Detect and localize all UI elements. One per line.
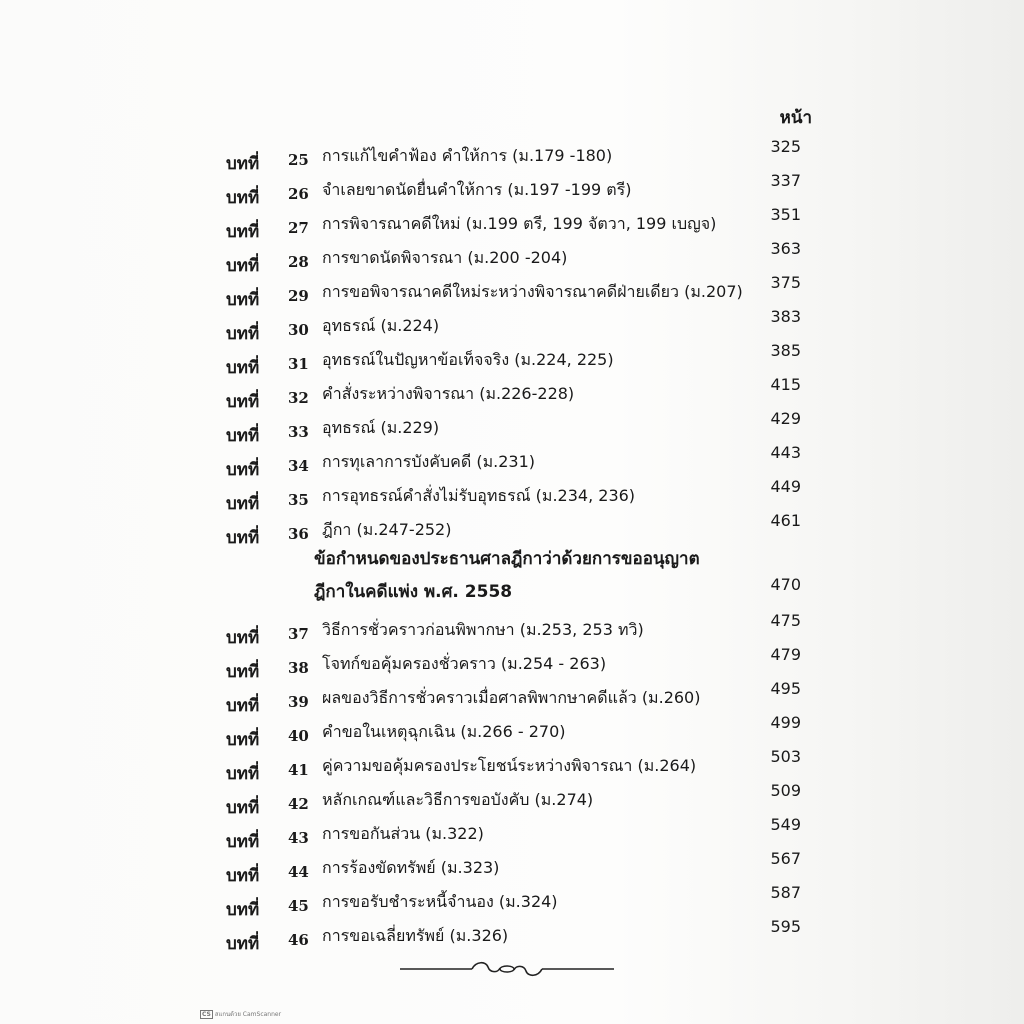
toc-entry (0, 713, 1024, 750)
chapter-number: 42 (288, 795, 309, 813)
toc-entry (0, 917, 1024, 954)
chapter-number: 38 (288, 659, 309, 677)
toc-entry (0, 273, 1024, 310)
toc-entry (0, 645, 1024, 682)
chapter-title: อุทธรณ์ (ม.229) (322, 418, 440, 437)
scanner-text: สแกนด้วย CamScanner (214, 1011, 282, 1018)
scanner-watermark (200, 1009, 281, 1019)
chapter-title: การทุเลาการบังคับคดี (ม.231) (322, 452, 535, 471)
chapter-number: 35 (288, 491, 309, 509)
chapter-number: 45 (288, 897, 309, 915)
chapter-page-number: 595 (770, 917, 801, 936)
chapter-label: บทที่ (226, 528, 260, 548)
chapter-title: คำสั่งระหว่างพิจารณา (ม.226-228) (322, 384, 575, 403)
chapter-page-number: 503 (770, 747, 801, 766)
toc-entry (0, 747, 1024, 784)
chapter-title: ฎีกา (ม.247-252) (322, 520, 452, 539)
toc-entry (0, 137, 1024, 174)
chapter-label: บทที่ (226, 866, 260, 886)
toc-entry (0, 815, 1024, 852)
chapter-page-number: 567 (770, 849, 801, 868)
chapter-label: บทที่ (226, 188, 260, 208)
chapter-label: บทที่ (226, 154, 260, 174)
section-heading-line-2: ฎีกาในคดีแพ่ง พ.ศ. 2558 (314, 582, 513, 602)
toc-section-heading (0, 545, 1024, 611)
chapter-page-number: 479 (770, 645, 801, 664)
chapter-label: บทที่ (226, 494, 260, 514)
chapter-label: บทที่ (226, 358, 260, 378)
chapter-number: 46 (288, 931, 309, 949)
chapter-number: 34 (288, 457, 309, 475)
chapter-number: 39 (288, 693, 309, 711)
chapter-number: 33 (288, 423, 309, 441)
chapter-page-number: 383 (770, 307, 801, 326)
chapter-label: บทที่ (226, 222, 260, 242)
toc-entry (0, 611, 1024, 648)
toc-entry (0, 443, 1024, 480)
chapter-page-number: 429 (770, 409, 801, 428)
chapter-title: จำเลยขาดนัดยื่นคำให้การ (ม.197 -199 ตรี) (322, 180, 632, 199)
toc-list-part-2 (0, 611, 1024, 954)
chapter-page-number: 587 (770, 883, 801, 902)
chapter-number: 41 (288, 761, 309, 779)
section-page-number: 470 (770, 575, 801, 594)
chapter-number: 29 (288, 287, 309, 305)
chapter-label: บทที่ (226, 696, 260, 716)
toc-entry (0, 883, 1024, 920)
scanner-badge: CS (202, 1011, 211, 1018)
chapter-title: การขอพิจารณาคดีใหม่ระหว่างพิจารณาคดีฝ่ายเดียว (ม.207) (322, 282, 743, 301)
chapter-label: บทที่ (226, 730, 260, 750)
chapter-page-number: 375 (770, 273, 801, 292)
chapter-title: การพิจารณาคดีใหม่ (ม.199 ตรี, 199 จัตวา, 199 เบญจ) (322, 214, 717, 233)
chapter-page-number: 495 (770, 679, 801, 698)
chapter-label: บทที่ (226, 290, 260, 310)
chapter-title: คำขอในเหตุฉุกเฉิน (ม.266 - 270) (322, 722, 566, 741)
chapter-page-number: 363 (770, 239, 801, 258)
chapter-label: บทที่ (226, 662, 260, 682)
chapter-number: 31 (288, 355, 309, 373)
chapter-number: 32 (288, 389, 309, 407)
chapter-page-number: 461 (770, 511, 801, 530)
chapter-label: บทที่ (226, 900, 260, 920)
chapter-number: 40 (288, 727, 309, 745)
chapter-number: 37 (288, 625, 309, 643)
chapter-number: 27 (288, 219, 309, 237)
chapter-title: อุทธรณ์ (ม.224) (322, 316, 440, 335)
chapter-title: วิธีการชั่วคราวก่อนพิพากษา (ม.253, 253 ทวิ) (322, 620, 644, 639)
chapter-title: ผลของวิธีการชั่วคราวเมื่อศาลพิพากษาคดีแล้ว (ม.260) (322, 688, 701, 707)
chapter-page-number: 549 (770, 815, 801, 834)
chapter-label: บทที่ (226, 798, 260, 818)
chapter-title: การอุทธรณ์คำสั่งไม่รับอุทธรณ์ (ม.234, 236) (322, 486, 636, 505)
chapter-title: โจทก์ขอคุ้มครองชั่วคราว (ม.254 - 263) (322, 654, 607, 673)
chapter-page-number: 509 (770, 781, 801, 800)
toc-entry (0, 409, 1024, 446)
toc-entry (0, 849, 1024, 886)
toc-entry (0, 375, 1024, 412)
chapter-page-number: 385 (770, 341, 801, 360)
chapter-title: การขาดนัดพิจารณา (ม.200 -204) (322, 248, 568, 267)
chapter-number: 25 (288, 151, 309, 169)
chapter-label: บทที่ (226, 832, 260, 852)
chapter-title: อุทธรณ์ในปัญหาข้อเท็จจริง (ม.224, 225) (322, 350, 614, 369)
toc-entry (0, 239, 1024, 276)
chapter-title: การขอเฉลี่ยทรัพย์ (ม.326) (322, 926, 509, 945)
chapter-page-number: 337 (770, 171, 801, 190)
toc-entry (0, 171, 1024, 208)
chapter-number: 36 (288, 525, 309, 543)
toc-entry (0, 477, 1024, 514)
chapter-page-number: 443 (770, 443, 801, 462)
chapter-label: บทที่ (226, 628, 260, 648)
chapter-page-number: 449 (770, 477, 801, 496)
chapter-title: การแก้ไขคำฟ้อง คำให้การ (ม.179 -180) (322, 146, 613, 165)
toc-entry (0, 341, 1024, 378)
toc-entry (0, 781, 1024, 818)
chapter-page-number: 351 (770, 205, 801, 224)
page-column-header: หน้า (779, 108, 812, 128)
chapter-label: บทที่ (226, 460, 260, 480)
chapter-number: 28 (288, 253, 309, 271)
chapter-title: หลักเกณฑ์และวิธีการขอบังคับ (ม.274) (322, 790, 594, 809)
toc-list-part-1 (0, 137, 1024, 548)
chapter-title: คู่ความขอคุ้มครองประโยชน์ระหว่างพิจารณา (ม.264) (322, 756, 697, 775)
chapter-number: 30 (288, 321, 309, 339)
toc-entry (0, 307, 1024, 344)
toc-entry (0, 205, 1024, 242)
chapter-label: บทที่ (226, 392, 260, 412)
chapter-number: 26 (288, 185, 309, 203)
chapter-label: บทที่ (226, 764, 260, 784)
chapter-number: 43 (288, 829, 309, 847)
chapter-number: 44 (288, 863, 309, 881)
ornament-divider-icon (400, 958, 614, 980)
chapter-label: บทที่ (226, 256, 260, 276)
chapter-page-number: 475 (770, 611, 801, 630)
chapter-label: บทที่ (226, 934, 260, 954)
chapter-label: บทที่ (226, 324, 260, 344)
chapter-page-number: 325 (770, 137, 801, 156)
toc-entry (0, 511, 1024, 548)
chapter-label: บทที่ (226, 426, 260, 446)
chapter-title: การร้องขัดทรัพย์ (ม.323) (322, 858, 500, 877)
chapter-title: การขอรับชำระหนี้จำนอง (ม.324) (322, 892, 558, 911)
chapter-page-number: 499 (770, 713, 801, 732)
table-of-contents (0, 137, 1024, 954)
section-heading-line-1: ข้อกำหนดของประธานศาลฎีกาว่าด้วยการขออนุญาต (314, 549, 700, 569)
toc-entry (0, 679, 1024, 716)
chapter-page-number: 415 (770, 375, 801, 394)
chapter-title: การขอกันส่วน (ม.322) (322, 824, 484, 843)
